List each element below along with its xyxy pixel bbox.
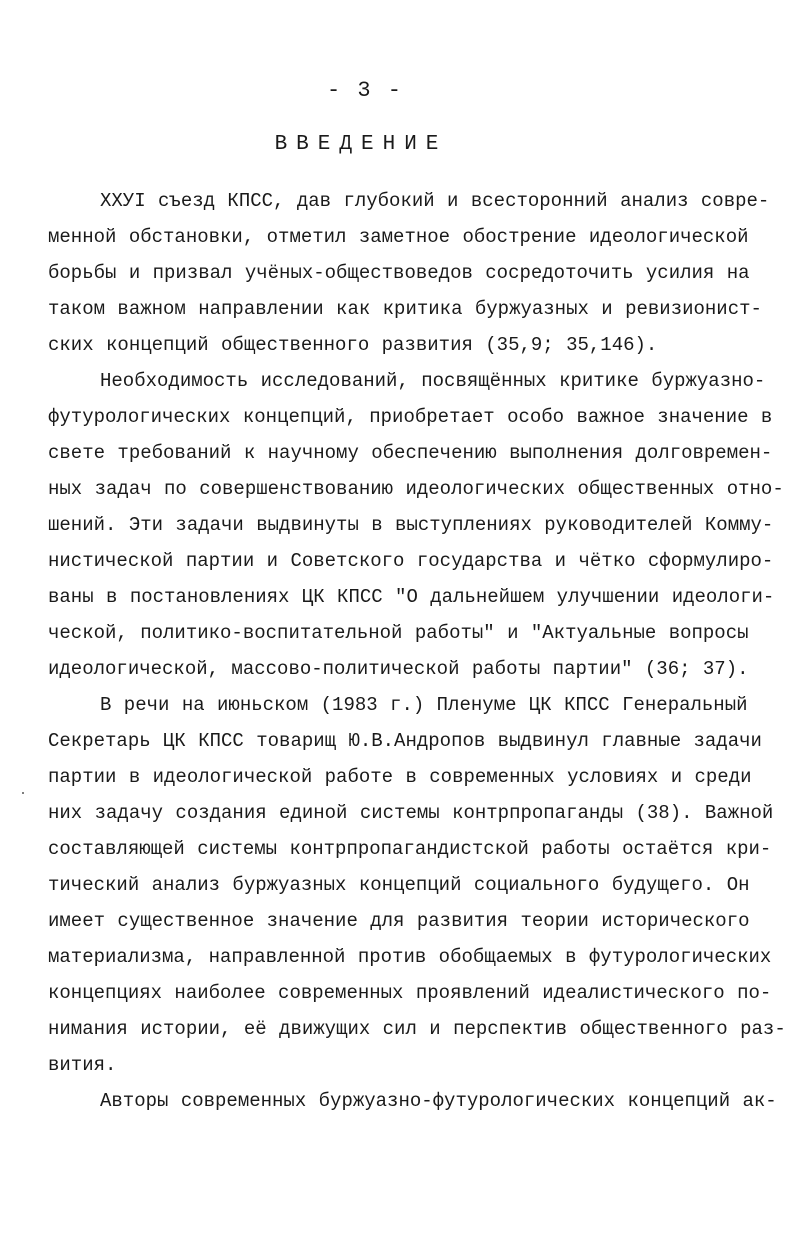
body-text [48,183,786,1119]
text-line: нистической партии и Советского государства и чётко сформулиро- [48,550,774,572]
text-line: материализма, направленной против обобщаемых в футурологических [48,946,772,968]
text-line: Необходимость исследований, посвящённых критике буржуазно- [100,370,766,392]
text-line: партии в идеологической работе в современных условиях и среди [48,766,752,788]
text-line: тический анализ буржуазных концепций социального будущего. Он [48,874,750,896]
text-line: шений. Эти задачи выдвинуты в выступлениях руководителей Комму- [48,514,774,536]
text-line: В речи на июньском (1983 г.) Пленуме ЦК КПСС Генеральный [100,694,748,716]
text-line: ных задач по совершенствованию идеологических общественных отно- [48,478,784,500]
text-line: ваны в постановлениях ЦК КПСС "О дальнейшем улучшении идеологи- [48,586,775,608]
scan-speck [22,792,24,794]
paragraph-4 [48,1083,777,1119]
text-line: свете требований к научному обеспечению выполнения долговремен- [48,442,773,464]
text-line: них задачу создания единой системы контрпропаганды (38). Важной [48,802,774,824]
text-line: менной обстановки, отметил заметное обострение идеологической [48,226,749,248]
text-line: Секретарь ЦК КПСС товарищ Ю.В.Андропов выдвинул главные задачи [48,730,762,752]
text-line: ческой, политико-воспитательной работы" и "Актуальные вопросы [48,622,749,644]
text-line: футурологических концепций, приобретает особо важное значение в [48,406,773,428]
text-line: таком важном направлении как критика буржуазных и ревизионист- [48,298,762,320]
text-line: ских концепций общественного развития (35,9; 35,146). [48,334,658,356]
paragraph-1 [48,183,770,363]
paragraph-2 [48,363,784,687]
text-line: составляющей системы контрпропагандистской работы остаётся кри- [48,838,772,860]
text-line: Авторы современных буржуазно-футурологических концепций ак- [100,1090,777,1112]
paragraph-3 [48,687,786,1083]
text-line: нимания истории, её движущих сил и перспектив общественного раз- [48,1018,786,1040]
section-heading: ВВЕДЕНИЕ [274,133,448,156]
text-line: XXУI съезд КПСС, дав глубокий и всесторонний анализ совре- [100,190,770,212]
page-number: - 3 - [326,78,403,103]
text-line: концепциях наиболее современных проявлений идеалистического по- [48,982,772,1004]
text-line: идеологической, массово-политической работы партии" (36; 37). [48,658,749,680]
text-line: имеет существенное значение для развития теории исторического [48,910,750,932]
text-line: борьбы и призвал учёных-обществоведов сосредоточить усилия на [48,262,750,284]
text-line: вития. [48,1054,117,1076]
